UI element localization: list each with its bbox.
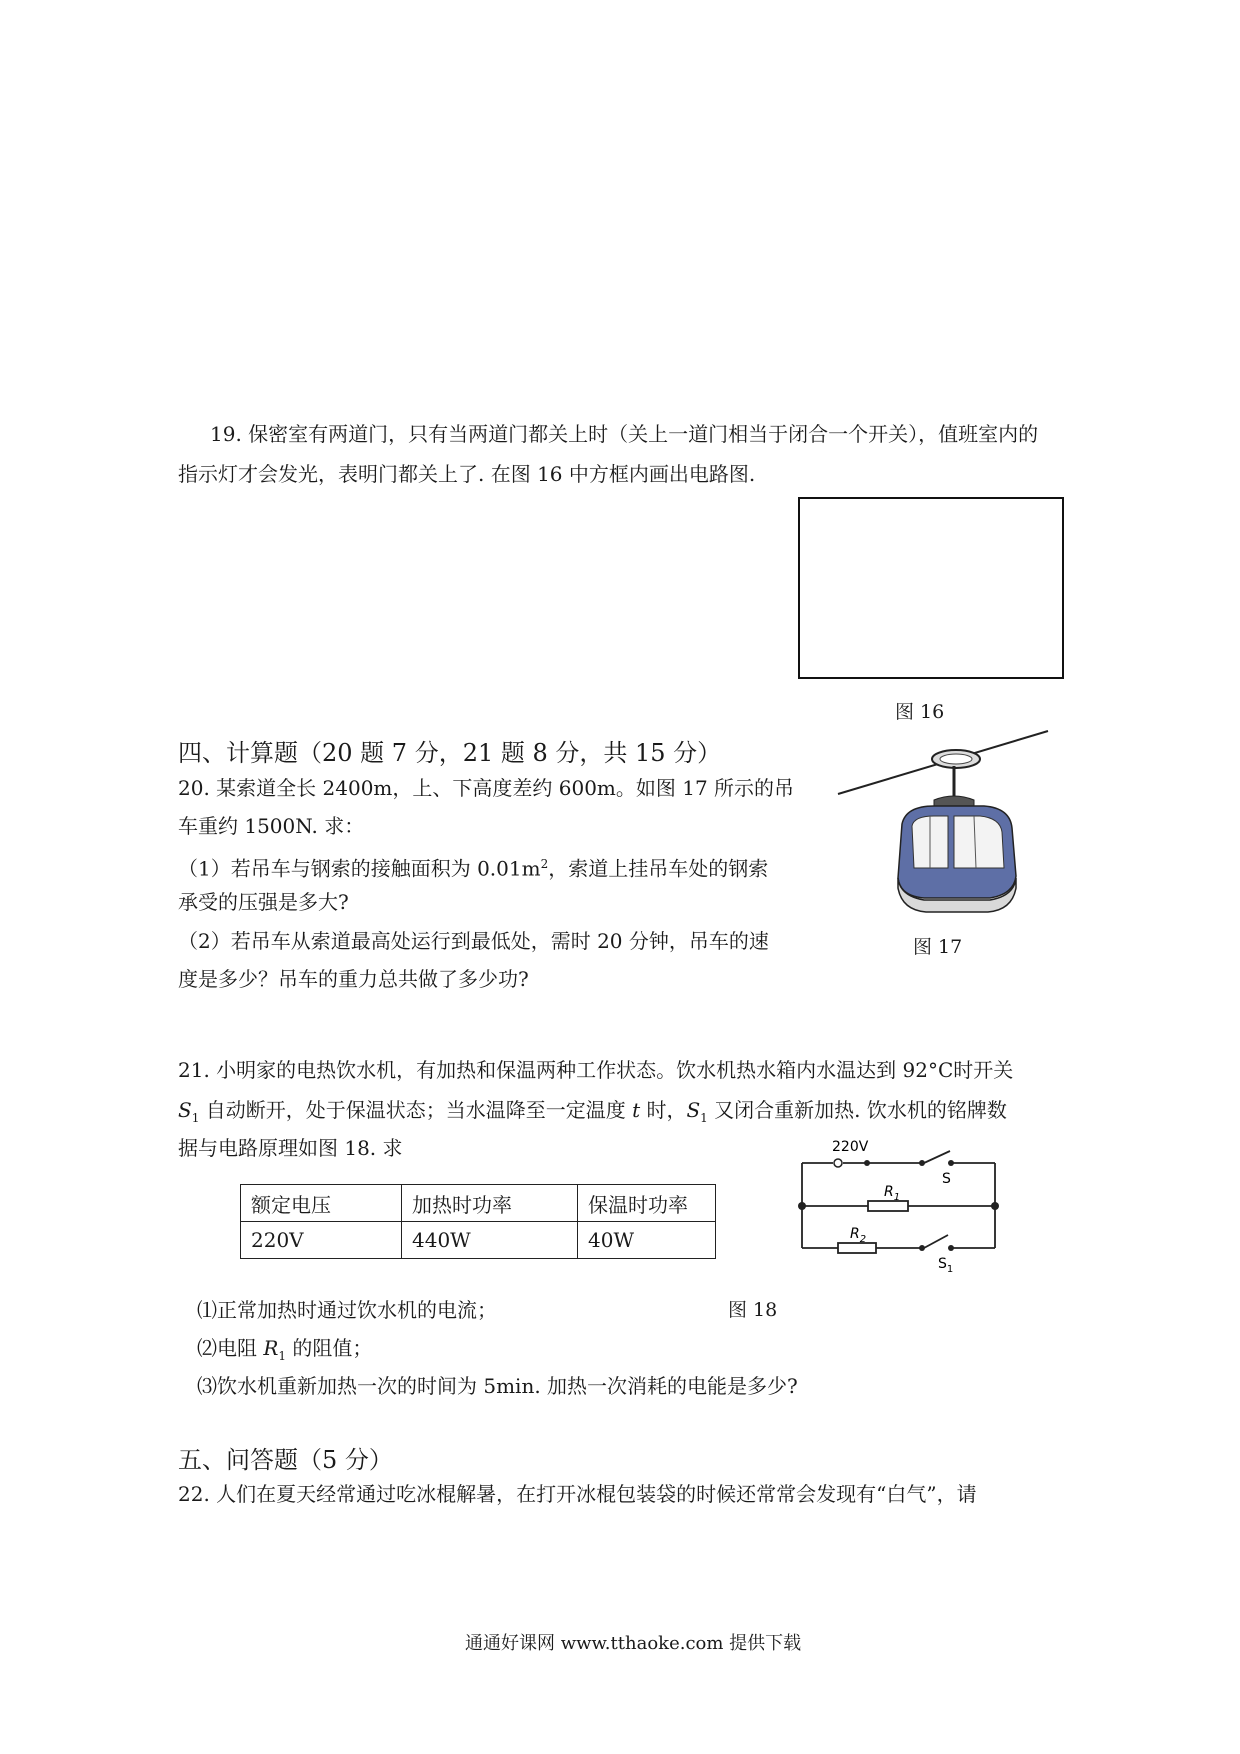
q21-line-2-a: 自动断开，处于保温状态；当水温降至一定温度 [199,1098,633,1122]
section5-heading: 五、问答题（5 分） [178,1446,393,1474]
q21-sub-3: ⑶饮水机重新加热一次的时间为 5min. 加热一次消耗的电能是多少? [197,1374,798,1398]
table-header-cell: 加热时功率 [402,1185,578,1222]
s1-label-main: S [938,1256,947,1272]
q20-line-4: 承受的压强是多大? [178,890,349,914]
q21-line-2-b: 时， [640,1098,687,1122]
table-value-cell: 40W [578,1222,716,1259]
s1-label-sub: 1 [946,1264,954,1275]
q20-line-3-sup: 2 [540,857,549,871]
q21-sub-2 [197,1334,372,1370]
table-value-cell: 440W [402,1222,578,1259]
q21-sub-2-sub: 1 [278,1349,287,1363]
q20-line-6: 度是多少？吊车的重力总共做了多少功? [178,967,529,991]
voltage-label: 220V [832,1139,869,1155]
q21-s1-sub: 1 [191,1111,200,1125]
s1-label [938,1256,953,1275]
q21-s1-b-sub: 1 [700,1111,708,1125]
q21-s1-b: S [686,1098,701,1122]
q21-t: t [632,1098,641,1122]
fig18-caption: 图 18 [728,1299,778,1321]
r2-label-main: R [850,1226,860,1242]
q21-sub-1: ⑴正常加热时通过饮水机的电流； [197,1298,497,1322]
q21-sub-2-pre: ⑵电阻 [197,1336,264,1360]
table-value-row [241,1222,716,1259]
fig17-caption: 图 17 [913,936,963,958]
q20-line-3 [178,850,768,883]
circuit-diagram [790,1138,1010,1278]
cable-car-figure [834,728,1056,913]
table-header-cell: 额定电压 [241,1185,402,1222]
q21-sub-2-post: 的阻值； [286,1336,373,1360]
q22-line-1: 22. 人们在夏天经常通过吃冰棍解暑，在打开冰棍包装袋的时候还常常会发现有“白气”，请 [178,1482,977,1506]
q21-line-2 [178,1096,1007,1132]
q21-line-1: 21. 小明家的电热饮水机，有加热和保温两种工作状态。饮水机热水箱内水温达到 92°C时开关 [178,1058,1014,1082]
section4-heading: 四、计算题（20 题 7 分，21 题 8 分，共 15 分） [178,739,722,767]
q19-line-2: 指示灯才会发光，表明门都关上了. 在图 16 中方框内画出电路图. [178,462,756,486]
table-value-cell: 220V [241,1222,402,1259]
nameplate-table [240,1184,716,1259]
footer-source: 通通好课网 www.tthaoke.com 提供下载 [465,1633,802,1654]
table-header-cell: 保温时功率 [578,1185,716,1222]
switch-s-label: S [942,1171,951,1187]
table-header-row [241,1185,716,1222]
q20-line-5: （2）若吊车从索道最高处运行到最低处，需时 20 分钟，吊车的速 [178,929,769,953]
r1-label-main: R [884,1184,894,1200]
q21-s1: S [178,1098,192,1122]
r2-label-sub: 2 [859,1234,867,1245]
q20-line-2: 车重约 1500N. 求： [178,814,365,838]
q21-sub-2-r: R [263,1336,279,1360]
q20-line-1: 20. 某索道全长 2400m，上、下高度差约 600m。如图 17 所示的吊 [178,776,795,800]
q20-line-3-post: ，索道上挂吊车处的钢索 [548,856,769,881]
q21-line-3: 据与电路原理如图 18. 求 [178,1136,403,1160]
fig16-caption: 图 16 [895,701,945,723]
answer-box-fig16 [798,497,1064,679]
q20-line-3-pre: （1）若吊车与钢索的接触面积为 0.01m [178,856,541,881]
q21-line-2-c: 又闭合重新加热. 饮水机的铭牌数 [707,1098,1007,1122]
r1-label-sub: 1 [893,1192,901,1203]
q19-line-1: 19. 保密室有两道门，只有当两道门都关上时（关上一道门相当于闭合一个开关），值班室内的 [210,422,1039,446]
